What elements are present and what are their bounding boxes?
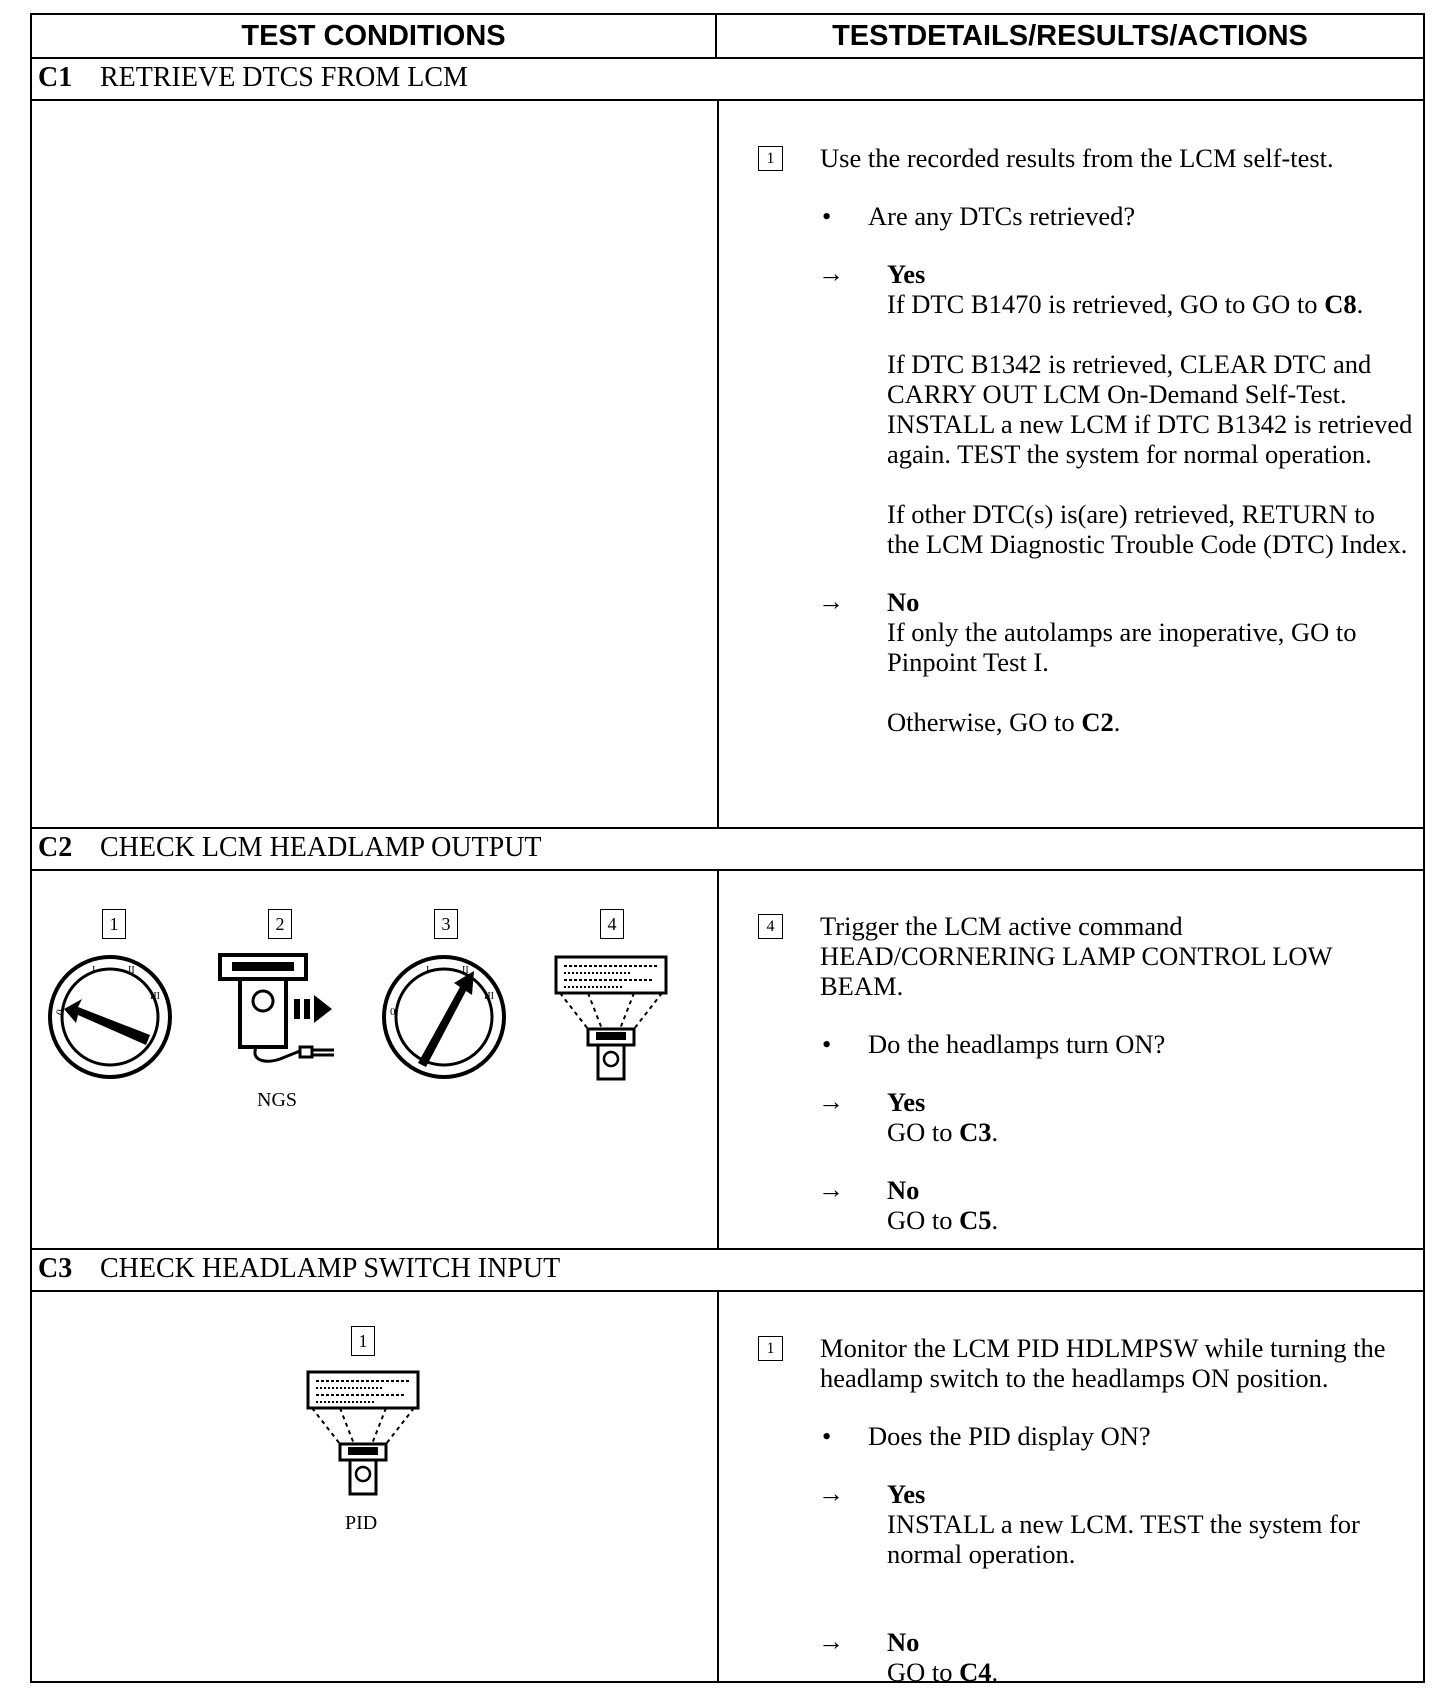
action-text: GO to [887,1657,960,1687]
step-number: 1 [758,1336,783,1361]
ignition-run-icon [380,953,508,1081]
section-title-c2 [38,828,542,868]
figure-number: 2 [268,909,292,939]
step-text: Trigger the LCM active command HEAD/CORNERING LAMP CONTROL LOW BEAM. [820,911,1333,1001]
question [756,201,1413,231]
step-number: 1 [758,146,783,171]
header-test-details: TESTDETAILS/RESULTS/ACTIONS [832,19,1308,52]
answer-no [756,1175,1413,1235]
figure-number: 1 [351,1326,375,1356]
question-text: Are any DTCs retrieved? [868,201,1136,231]
answer-no [756,587,1413,737]
action-text: GO to [887,1205,960,1235]
answer-label: No [887,1175,920,1205]
action-text: GO to [887,1117,960,1147]
answer-label: No [887,587,920,617]
arrow-right-icon: → [818,259,844,288]
section-title: CHECK HEADLAMP SWITCH INPUT [100,1253,561,1284]
bullet-icon: • [822,1421,832,1451]
question-text: Do the headlamps turn ON? [868,1029,1166,1059]
answer-action: If other DTC(s) is(are) retrieved, RETURN to the LCM Diagnostic Trouble Code (DTC) Index. [887,499,1408,559]
section-title-c1 [38,58,468,98]
punctuation: . [991,1117,999,1147]
column-divider [717,869,719,1249]
section-title-c3 [38,1249,560,1289]
answer-label: No [887,1627,920,1657]
answer-label: Yes [887,1479,926,1509]
action-text: Otherwise, GO to [887,707,1082,737]
diagnostic-table [30,13,1425,1687]
punctuation: . [1113,707,1121,737]
svg-text:0: 0 [390,1006,396,1018]
section-id: C1 [38,62,73,93]
svg-text:0: 0 [53,1007,68,1018]
scan-tool-display-icon [552,953,670,1083]
step-text: Monitor the LCM PID HDLMPSW while turning the headlamp switch to the headlamps ON position. [820,1333,1386,1393]
c2-illustrations [32,871,716,1247]
answer-yes [756,1087,1413,1147]
column-divider [717,1290,719,1682]
step [756,1333,1413,1393]
section-id: C2 [38,832,73,863]
step-reference: C8 [1324,289,1357,319]
figure-number: 3 [434,909,458,939]
punctuation: . [1356,289,1364,319]
punctuation: . [991,1205,999,1235]
answer-no [756,1627,1413,1687]
question [756,1421,1413,1451]
answer-action [887,1205,1413,1235]
step [756,911,1413,1001]
action-text: If DTC B1470 is retrieved, GO to GO to [887,289,1325,319]
question-text: Does the PID display ON? [868,1421,1151,1451]
answer-label: Yes [887,259,926,289]
svg-text:I: I [92,965,96,976]
ignition-off-icon [46,953,174,1081]
figure-number: 1 [102,909,126,939]
arrow-right-icon: → [818,1627,844,1656]
c3-details [756,1333,1413,1687]
c3-illustration [32,1292,716,1682]
divider [32,99,1423,101]
figure-caption: NGS [257,1089,298,1111]
answer-action [887,1657,1413,1687]
figure-caption: PID [345,1512,378,1534]
step [756,143,1413,173]
answer-action: INSTALL a new LCM. TEST the system for normal operation. [887,1509,1360,1569]
section-id: C3 [38,1253,73,1284]
svg-text:III: III [484,991,494,1002]
bullet-icon: • [822,201,832,231]
answer-action [887,707,1413,737]
step-reference: C3 [959,1117,992,1147]
svg-text:II: II [128,965,135,976]
step-reference: C5 [959,1205,992,1235]
arrow-right-icon: → [818,587,844,616]
svg-text:II: II [462,965,469,976]
section-title: CHECK LCM HEADLAMP OUTPUT [100,832,542,863]
scan-tool-display-icon [304,1368,422,1498]
c2-details [756,911,1413,1235]
answer-action: If DTC B1342 is retrieved, CLEAR DTC and CARRY OUT LCM On-Demand Self-Test. INSTALL a new LCM if DTC B1342 is retrieved again. TEST the system for normal operation. [887,349,1413,469]
bullet-icon: • [822,1029,832,1059]
column-divider [717,99,719,828]
answer-label: Yes [887,1087,926,1117]
punctuation: . [991,1657,999,1687]
answer-action [887,1117,1413,1147]
step-reference: C2 [1081,707,1114,737]
step-number: 4 [758,914,783,939]
answer-yes [756,1479,1413,1569]
section-title: RETRIEVE DTCS FROM LCM [100,62,468,93]
step-text: Use the recorded results from the LCM self-test. [820,143,1334,173]
ngs-tester-icon [210,951,340,1081]
arrow-right-icon: → [818,1175,844,1204]
answer-action [887,289,1413,319]
figure-number: 4 [600,909,624,939]
svg-text:III: III [150,991,160,1002]
c1-details [756,143,1413,737]
answer-yes [756,259,1413,559]
header-test-conditions: TEST CONDITIONS [32,15,717,57]
arrow-right-icon: → [818,1479,844,1508]
arrow-right-icon: → [818,1087,844,1116]
step-reference: C4 [959,1657,992,1687]
svg-text:I: I [426,965,430,976]
answer-action: If only the autolamps are inoperative, GO to Pinpoint Test I. [887,617,1357,677]
question [756,1029,1413,1059]
